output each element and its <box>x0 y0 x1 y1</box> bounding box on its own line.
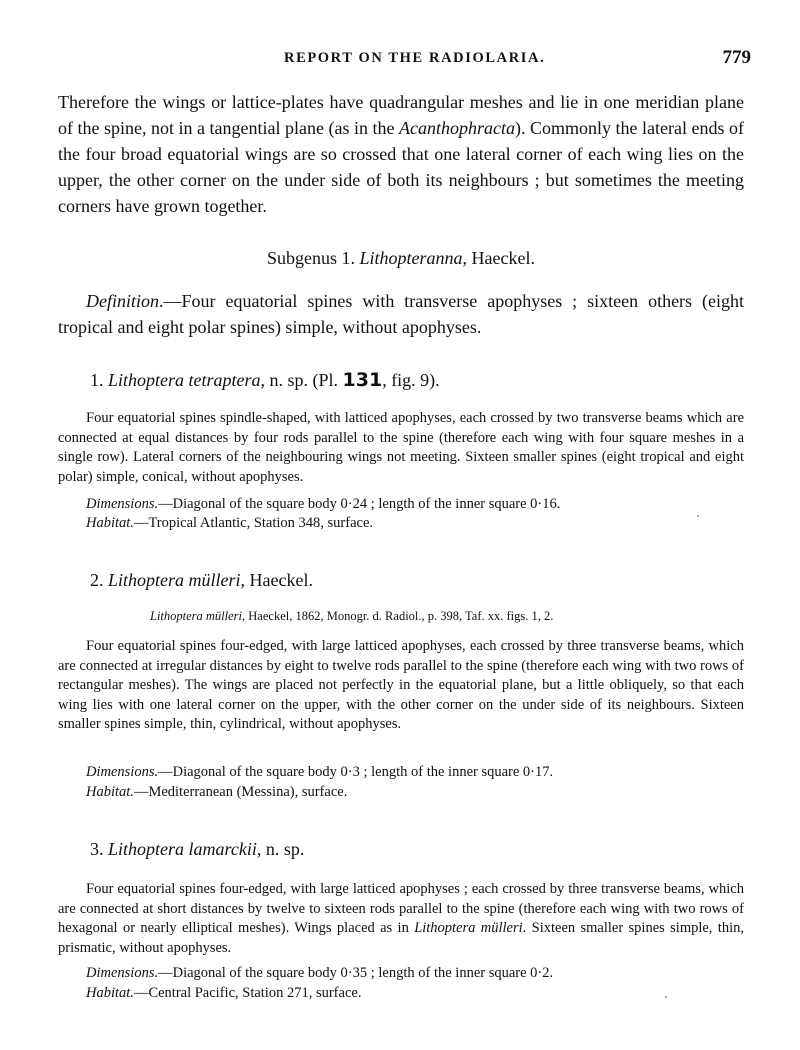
synonymy-2 <box>150 609 553 624</box>
definition-paragraph <box>58 288 744 340</box>
species-heading-1 <box>90 369 440 391</box>
species-description-3 <box>58 880 744 958</box>
species-authority: , n. sp. (Pl. <box>260 370 343 390</box>
subgenus-suffix: , Haeckel. <box>462 248 535 268</box>
description-text-1: Four equatorial spines four-edged, with large latticed apophyses ; each crossed by three transverse beams, which are connected at short distances by twelve to sixteen rods parallel to the spine (therefore each wing with two rows of hexagonal or nearly elliptical meshes). Wings placed as in <box>58 881 744 937</box>
dimensions-text: —Diagonal of the square body 0·35 ; length of the inner square 0·2. <box>158 965 554 981</box>
description-reference: Lithoptera mülleri <box>414 920 523 937</box>
species-description-2: Four equatorial spines four-edged, with large latticed apophyses, each crossed by three transverse beams, which are connected at irregular distances by eight to twelve rods parallel to the spine (therefore each wing with two rows of rectangular meshes). The wings are placed not perfectly in the equatorial plane, but a little obliquely, so that each wing lies with one lateral corner on the upper, with the other corner on the under side of its neighbours. Sixteen smaller spines simple, thin, cylindrical, without apophyses. <box>58 638 744 733</box>
dimensions-label: Dimensions. <box>86 965 159 981</box>
species-heading-2 <box>90 570 313 591</box>
habitat-1 <box>86 515 373 532</box>
dimensions-label: Dimensions. <box>86 496 159 512</box>
habitat-label: Habitat. <box>86 784 134 800</box>
species-name: Lithoptera tetraptera <box>108 370 261 390</box>
habitat-label: Habitat. <box>86 515 134 531</box>
species-authority: , n. sp. <box>256 839 305 859</box>
species-description-1: Four equatorial spines spindle-shaped, with latticed apophyses, each crossed by two transverse beams which are connected at equal distances by four rods parallel to the spine (therefore each wing with four square meshes in a single row). Lateral corners of the neighbouring wings not meeting. Sixteen smaller spines (eight tropical and eight polar) simple, conical, without apophyses. <box>58 410 744 485</box>
habitat-3 <box>86 985 361 1002</box>
subgenus-heading <box>58 248 744 269</box>
species-heading-3 <box>90 839 304 860</box>
habitat-text: —Mediterranean (Messina), surface. <box>133 784 348 800</box>
page-header <box>0 47 800 74</box>
page-number: 779 <box>722 47 751 68</box>
dimensions-3 <box>86 965 553 982</box>
synonym-name: Lithoptera mülleri <box>150 609 243 623</box>
species-name: Lithoptera mülleri <box>108 570 241 590</box>
dimensions-label: Dimensions. <box>86 764 159 780</box>
species-number: 1. <box>90 370 104 390</box>
dimensions-text: —Diagonal of the square body 0·3 ; length of the inner square 0·17. <box>158 764 554 780</box>
dimensions-1 <box>86 496 560 513</box>
definition-label: Definition <box>86 291 159 311</box>
definition-text: .—Four equatorial spines with transverse apophyses ; sixteen others (eight tropical and eight polar spines) simple, without apophyses. <box>58 291 744 337</box>
habitat-text: —Tropical Atlantic, Station 348, surface. <box>133 515 374 531</box>
species-name: Lithoptera lamarckii <box>108 839 257 859</box>
scan-speck <box>697 515 699 517</box>
intro-genus: Acanthophracta <box>399 118 515 138</box>
species-authority: , Haeckel. <box>240 570 313 590</box>
dimensions-2 <box>86 764 553 781</box>
intro-text-2: ). Commonly the lateral ends of the four broad equatorial wings are so crossed that one lateral corner of each wing lies on the upper, the other corner on the under side of both its neighbours ; but sometimes the meeting corners have grown together. <box>58 118 744 216</box>
description-text-2: . Sixteen smaller spines simple, thin, prismatic, without apophyses. <box>58 920 744 956</box>
running-head: REPORT ON THE RADIOLARIA. <box>284 50 546 66</box>
intro-text-1: Therefore the wings or lattice-plates have quadrangular meshes and lie in one meridian plane of the spine, not in a tangential plane (as in the <box>58 92 744 138</box>
species-number: 3. <box>90 839 104 859</box>
habitat-2 <box>86 784 347 801</box>
subgenus-prefix: Subgenus 1. <box>267 248 360 268</box>
plate-number: 131 <box>342 369 383 391</box>
subgenus-name: Lithopteranna <box>359 248 463 268</box>
habitat-label: Habitat. <box>86 985 134 1001</box>
habitat-text: —Central Pacific, Station 271, surface. <box>133 985 362 1001</box>
dimensions-text: —Diagonal of the square body 0·24 ; length of the inner square 0·16. <box>158 496 561 512</box>
scan-speck <box>665 996 667 998</box>
species-number: 2. <box>90 570 104 590</box>
intro-paragraph <box>58 89 744 219</box>
synonym-reference: , Haeckel, 1862, Monogr. d. Radiol., p. 398, Taf. xx. figs. 1, 2. <box>242 609 554 623</box>
figure-ref: , fig. 9). <box>382 370 440 390</box>
